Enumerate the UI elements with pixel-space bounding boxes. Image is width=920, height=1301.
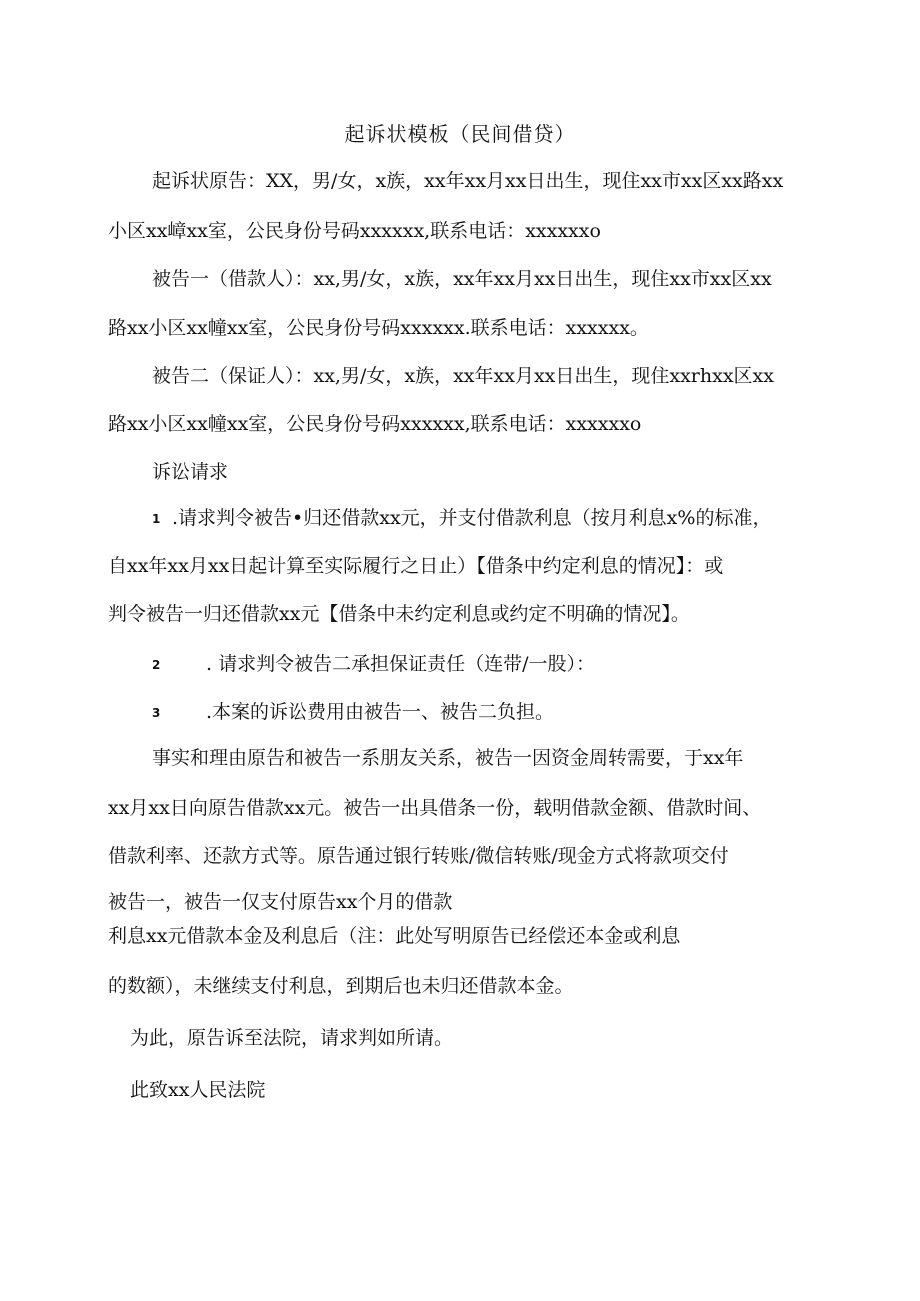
claim1-line-3: 判令被告一归还借款xx元【借条中未约定利息或约定不明确的情况】。 — [108, 603, 690, 625]
conclusion: 为此，原告诉至法院，请求判如所请。 — [130, 1027, 454, 1049]
claim2-text: . 请求判令被告二承担保证责任（连带/一股）： — [206, 653, 595, 675]
facts-line-5: 利息xx元借款本金及利息后（注：此处写明原告已经偿还本金或利息 — [108, 925, 681, 947]
defendant2-line-2: 路xx小区xx幢xx室，公民身份号码xxxxxx,联系电话：xxxxxxo — [108, 413, 642, 435]
plaintiff-line-2: 小区xx嶂xx室，公民身份号码xxxxxx,联系电话：xxxxxxo — [108, 220, 601, 242]
claim1-line-1: .请求判令被告•归还借款xx元，并支付借款利息（按月利息x%的标准， — [172, 507, 772, 529]
plaintiff-line-1: 起诉状原告：XX，男/女，x族，xx年xx月xx日出生，现住xx市xx区xx路xx — [152, 170, 784, 192]
claim3-number: 3 — [152, 706, 161, 720]
addressee: 此致xx人民法院 — [130, 1079, 266, 1101]
defendant1-line-1: 被告一（借款人）：xx,男/女，x族，xx年xx月xx日出生，现住xx市xx区xx — [152, 268, 772, 290]
claim2-number: 2 — [152, 658, 161, 672]
claim1-line-2: 自xx年xx月xx日起计算至实际履行之日止）【借条中约定利息的情况】：或 — [108, 555, 724, 577]
claim3-text: .本案的诉讼费用由被告一、被告二负担。 — [206, 701, 555, 723]
facts-line-1: 事实和理由原告和被告一系朋友关系，被告一因资金周转需要，于xx年 — [152, 747, 744, 769]
claims-heading: 诉讼请求 — [152, 461, 229, 483]
facts-line-2: xx月xx日向原告借款xx元。被告一出具借条一份，载明借款金额、借款时间、 — [108, 797, 762, 819]
facts-line-6: 的数额），未继续支付利息，到期后也未归还借款本金。 — [108, 975, 574, 997]
defendant2-line-1: 被告二（保证人）：xx,男/女，x族，xx年xx月xx日出生，现住xxrhxx区xx — [152, 365, 774, 387]
facts-line-3: 借款利率、还款方式等。原告通过银行转账/微信转账/现金方式将款项交付 — [108, 845, 729, 867]
facts-line-4: 被告一，被告一仅支付原告xx个月的借款 — [108, 891, 453, 913]
defendant1-line-2: 路xx小区xx幢xx室，公民身份号码xxxxxx.联系电话：xxxxxx。 — [108, 317, 649, 339]
claim1-number: 1 — [152, 512, 161, 526]
document-title: 起诉状模板（民间借贷） — [344, 122, 576, 146]
